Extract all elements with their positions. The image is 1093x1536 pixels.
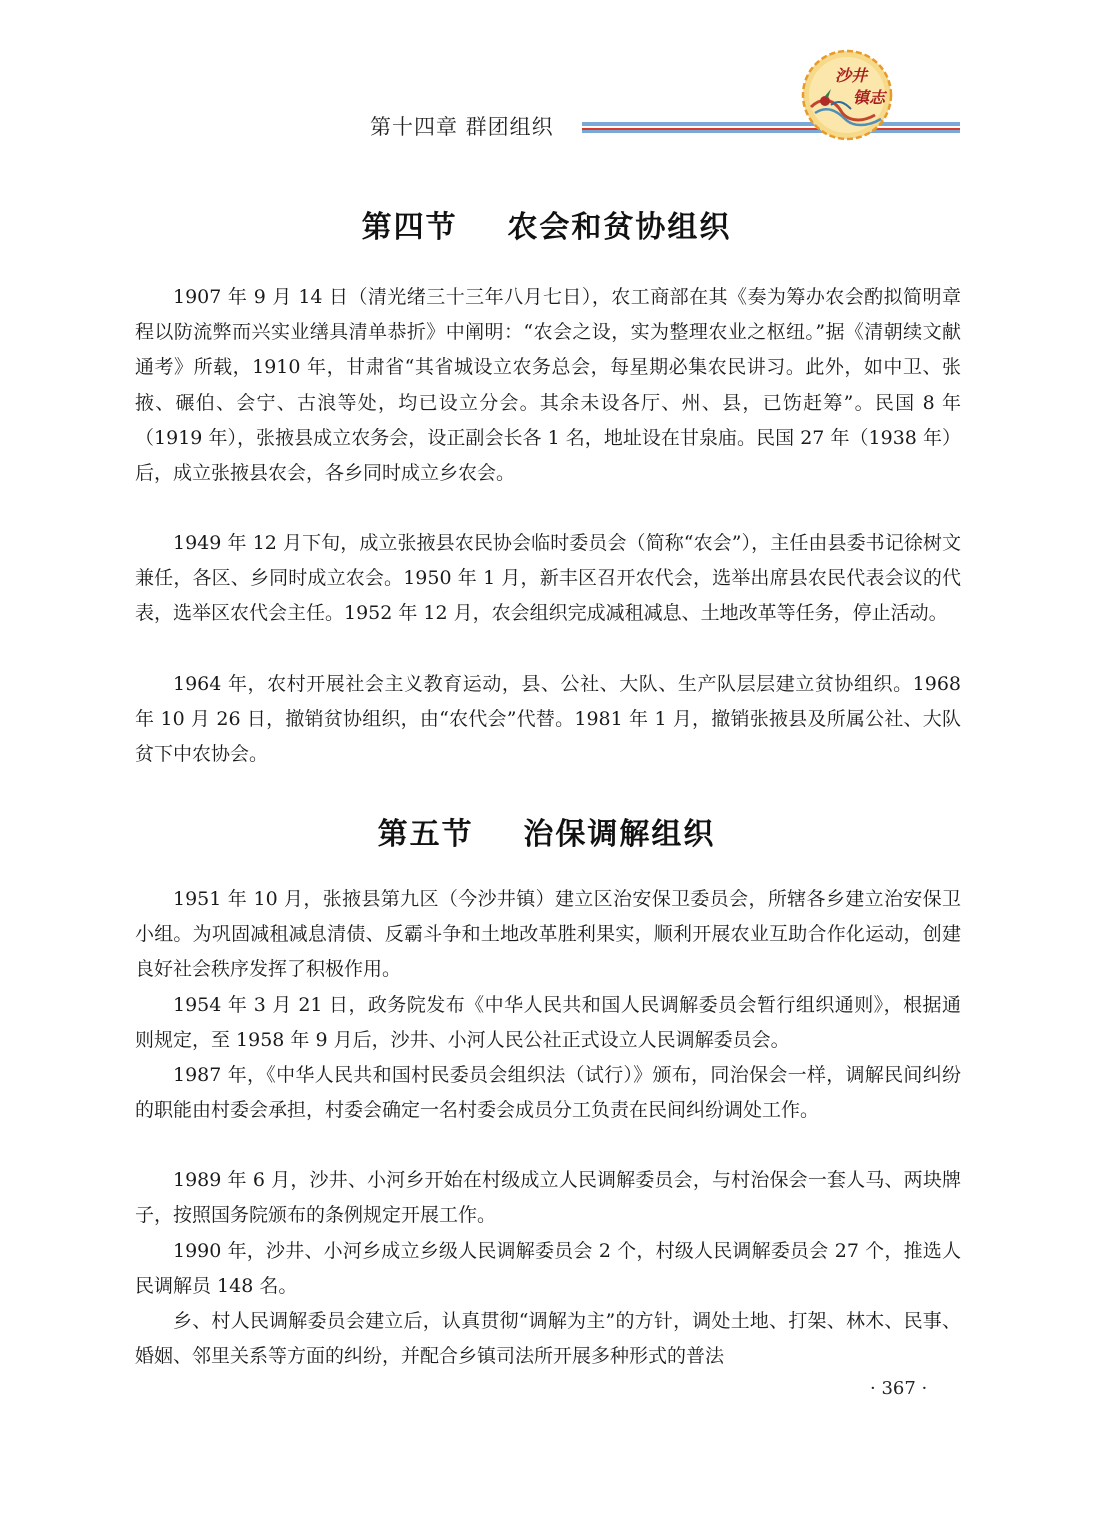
paragraph: 1987 年，《中华人民共和国村民委员会组织法（试行）》颁布，同治保会一样，调解民间纠纷的职能由村委会承担，村委会确定一名村委会成员分工负责在民间纠纷调处工作。 [135, 1064, 961, 1122]
header-rule-blue-lower [582, 130, 960, 133]
paragraph: 1951 年 10 月，张掖县第九区（今沙井镇）建立区治安保卫委员会，所辖各乡建立治安保卫小组。为巩固减租减息清债、反霸斗争和土地改革胜利果实，顺利开展农业互助合作化运动，创建良好社会秩序发挥了积极作用。 [135, 888, 961, 981]
paragraph: 1949 年 12 月下旬，成立张掖县农民协会临时委员会（简称“农会”），主任由县委书记徐树文兼任，各区、乡同时成立农会。1950 年 1 月，新丰区召开农代会，选举出席县农民代表会议的代表，选举区农代会主任。1952 年 12 月，农会组织完成减租减息、土地改革等任务，停止活动。 [135, 532, 961, 625]
paragraph: 1990 年，沙井、小河乡成立乡级人民调解委员会 2 个，村级人民调解委员会 27 个，推选人民调解员 148 名。 [135, 1240, 961, 1298]
section-title-farmers-association: 第四节 农会和贫协组织 [361, 210, 732, 245]
town-gazetteer-emblem [801, 49, 893, 141]
emblem-text-line1: 沙井 [835, 66, 868, 85]
page-number: · 367 · [870, 1378, 928, 1399]
section-title-security-mediation: 第五节 治保调解组织 [377, 817, 716, 852]
emblem-text-line2: 镇志 [853, 88, 886, 107]
paragraph: 乡、村人民调解委员会建立后，认真贯彻“调解为主”的方针，调处土地、打架、林木、民事、婚姻、邻里关系等方面的纠纷，并配合乡镇司法所开展多种形式的普法 [135, 1310, 961, 1368]
paragraph: 1907 年 9 月 14 日（清光绪三十三年八月七日），农工商部在其《奏为筹办农会酌拟简明章程以防流弊而兴实业缮具清单恭折》中阐明：“农会之设，实为整理农业之枢纽。”据《清朝续文献通考》所载，1910 年，甘肃省“其省城设立农务总会，每星期必集农民讲习。此外，如中卫、张掖、碾伯、会宁、古浪等处，均已设立分会。其余未设各厅、州、县，已饬赶筹”。民国 8 年（1919 年），张掖县成立农务会，设正副会长各 1 名，地址设在甘泉庙。民国 27 年（1938 年）后，成立张掖县农会，各乡同时成立乡农会。 [135, 286, 961, 485]
paragraph: 1954 年 3 月 21 日，政务院发布《中华人民共和国人民调解委员会暂行组织通则》，根据通则规定，至 1958 年 9 月后，沙井、小河人民公社正式设立人民调解委员会。 [135, 994, 961, 1052]
chapter-header: 第十四章 群团组织 [370, 115, 554, 139]
paragraph: 1964 年，农村开展社会主义教育运动，县、公社、大队、生产队层层建立贫协组织。1968 年 10 月 26 日，撤销贫协组织，由“农代会”代替。1981 年 1 月，撤销张掖县及所属公社、大队贫下中农协会。 [135, 673, 961, 766]
paragraph: 1989 年 6 月，沙井、小河乡开始在村级成立人民调解委员会，与村治保会一套人马、两块牌子，按照国务院颁布的条例规定开展工作。 [135, 1169, 961, 1227]
